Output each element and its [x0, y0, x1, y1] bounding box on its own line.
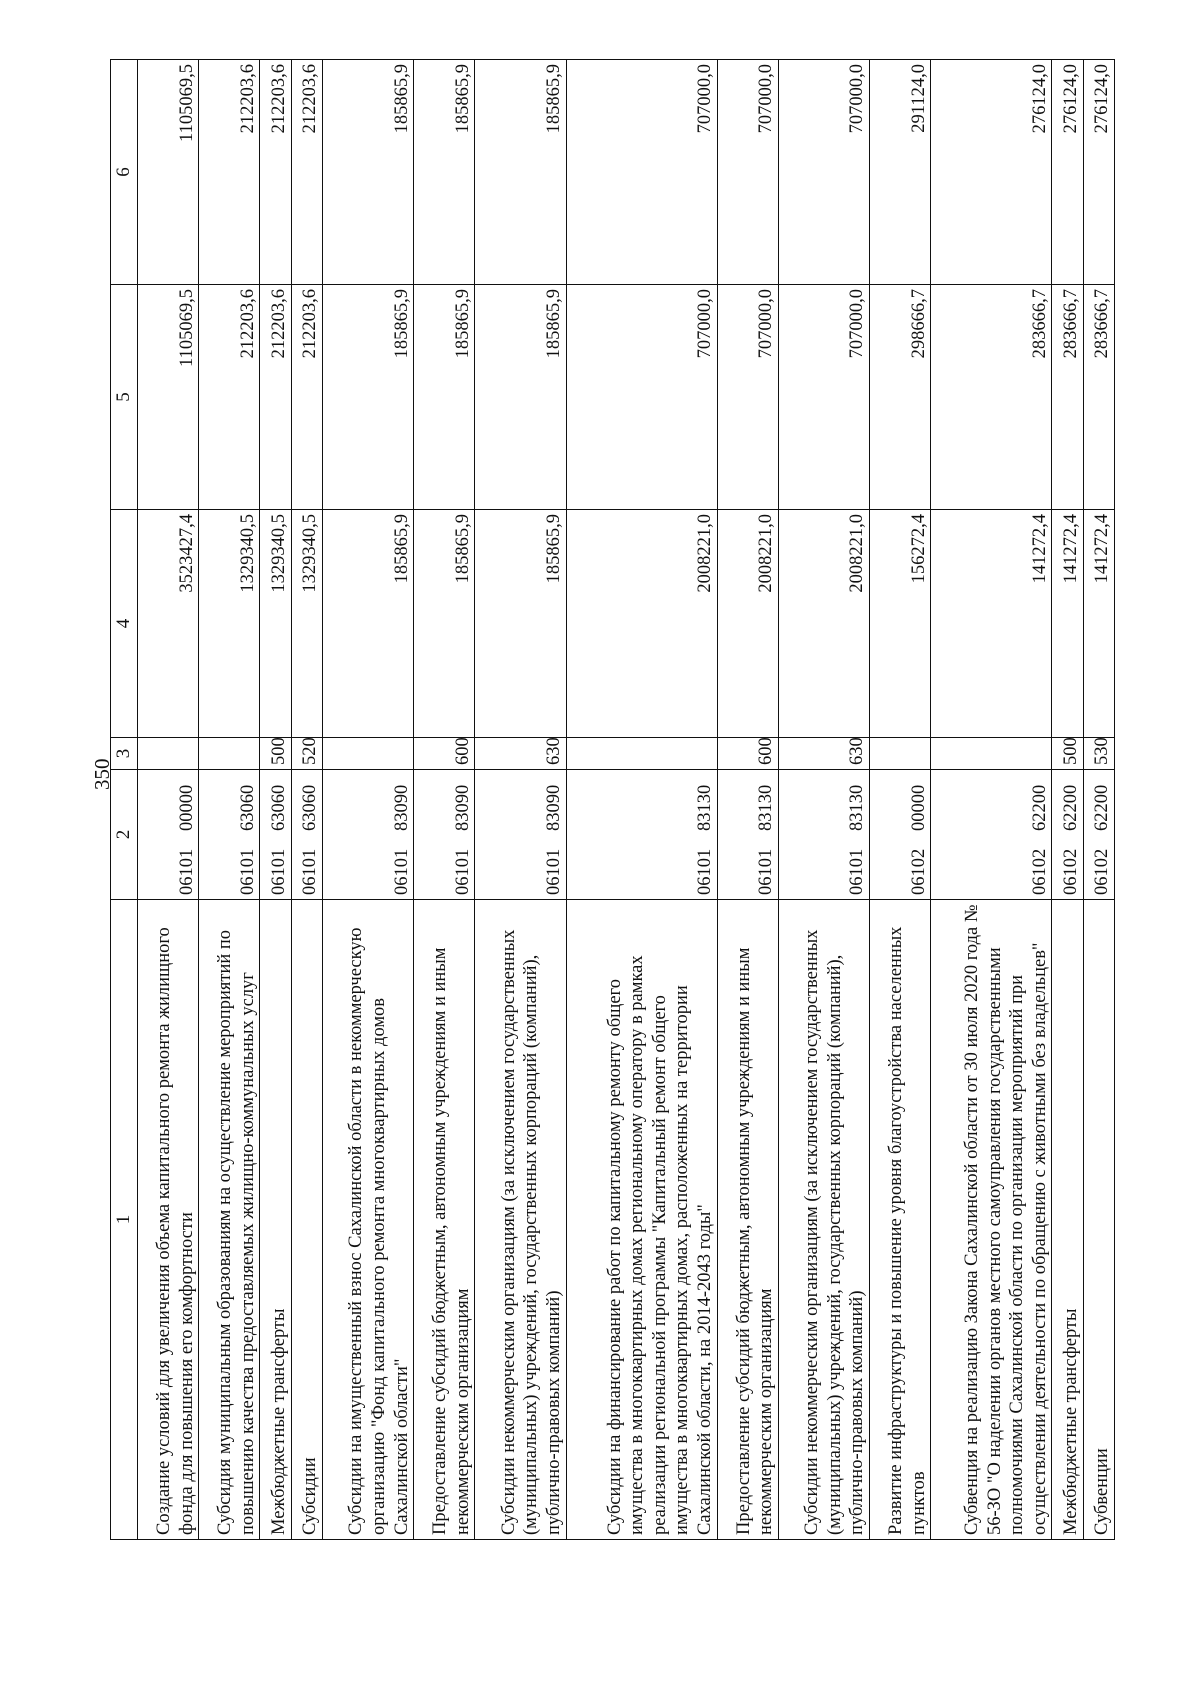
amount-col5: 283666,7 — [1083, 285, 1114, 510]
expense-type-code: 520 — [291, 738, 322, 770]
target-code — [1083, 770, 1114, 900]
table-row — [870, 60, 931, 1540]
table-row — [414, 60, 475, 1540]
amount-col6: 185865,9 — [475, 60, 566, 285]
expense-type-code — [931, 738, 1052, 770]
amount-col5: 212203,6 — [199, 285, 260, 510]
expense-type-code — [870, 738, 931, 770]
amount-col6: 276124,0 — [1052, 60, 1083, 285]
row-name: Создание условий для увеличения объема капитального ремонта жилищного фонда для повышения его комфортности — [138, 900, 199, 1540]
row-name: Межбюджетные трансферты — [260, 900, 291, 1540]
table-row — [566, 60, 717, 1540]
program-code: 06101 — [756, 848, 777, 895]
expense-type-code: 630 — [475, 738, 566, 770]
expense-type-code — [199, 738, 260, 770]
target-code — [260, 770, 291, 900]
program-code: 06101 — [452, 848, 473, 895]
amount-col6: 185865,9 — [322, 60, 413, 285]
direction-code: 62200 — [1092, 784, 1113, 831]
amount-col6: 185865,9 — [414, 60, 475, 285]
direction-code: 00000 — [176, 784, 197, 831]
direction-code: 83090 — [391, 784, 412, 831]
amount-col6: 276124,0 — [1083, 60, 1114, 285]
table-row — [475, 60, 566, 1540]
row-name: Субсидия муниципальным образованиям на осуществление мероприятий по повышению качества предоставляемых жилищно-коммунальных услуг — [199, 900, 260, 1540]
amount-col4: 185865,9 — [475, 510, 566, 738]
amount-col4: 1329340,5 — [199, 510, 260, 738]
row-name: Субсидии на финансирование работ по капитальному ремонту общего имущества в многоквартирных домах региональному оператору в рамках реализации региональной программы "Капитальный ремонт общего имущества в многоквартирных домах, расположенных на территории Сахалинской области, на 2014-2043 годы" — [566, 900, 717, 1540]
amount-col6: 1105069,5 — [138, 60, 199, 285]
amount-col5: 707000,0 — [566, 285, 717, 510]
program-code: 06101 — [695, 848, 716, 895]
amount-col4: 2008221,0 — [778, 510, 869, 738]
amount-col5: 185865,9 — [322, 285, 413, 510]
column-number-row — [111, 60, 138, 1540]
direction-code: 00000 — [908, 784, 929, 831]
program-code: 06102 — [1092, 848, 1113, 895]
amount-col4: 2008221,0 — [566, 510, 717, 738]
expense-type-code — [138, 738, 199, 770]
amount-col5: 707000,0 — [778, 285, 869, 510]
amount-col5: 283666,7 — [1052, 285, 1083, 510]
expense-type-code — [566, 738, 717, 770]
table-row — [1083, 60, 1114, 1540]
amount-col4: 1329340,5 — [291, 510, 322, 738]
amount-col6: 707000,0 — [566, 60, 717, 285]
amount-col6: 212203,6 — [260, 60, 291, 285]
target-code — [475, 770, 566, 900]
column-number: 2 — [111, 770, 138, 900]
expense-type-code — [322, 738, 413, 770]
amount-col6: 212203,6 — [291, 60, 322, 285]
direction-code: 63060 — [300, 784, 321, 831]
column-number: 3 — [111, 738, 138, 770]
column-number: 5 — [111, 285, 138, 510]
table-row — [931, 60, 1052, 1540]
direction-code: 83090 — [452, 784, 473, 831]
table-row — [199, 60, 260, 1540]
amount-col4: 185865,9 — [322, 510, 413, 738]
direction-code: 62200 — [1061, 784, 1082, 831]
target-code — [778, 770, 869, 900]
table-row — [778, 60, 869, 1540]
amount-col5: 707000,0 — [717, 285, 778, 510]
table-row — [291, 60, 322, 1540]
amount-col6: 707000,0 — [778, 60, 869, 285]
row-name: Субвенции — [1083, 900, 1114, 1540]
table-body — [111, 60, 1115, 1540]
amount-col5: 298666,7 — [870, 285, 931, 510]
expense-type-code: 600 — [414, 738, 475, 770]
amount-col4: 185865,9 — [414, 510, 475, 738]
direction-code: 83130 — [756, 784, 777, 831]
row-name: Предоставление субсидий бюджетным, автономным учреждениям и иным некоммерческим организациям — [414, 900, 475, 1540]
program-code: 06101 — [176, 848, 197, 895]
amount-col4: 156272,4 — [870, 510, 931, 738]
amount-col6: 707000,0 — [717, 60, 778, 285]
expense-type-code: 630 — [778, 738, 869, 770]
target-code — [322, 770, 413, 900]
direction-code: 62200 — [1029, 784, 1050, 831]
target-code — [138, 770, 199, 900]
row-name: Межбюджетные трансферты — [1052, 900, 1083, 1540]
target-code — [566, 770, 717, 900]
target-code — [931, 770, 1052, 900]
column-number: 6 — [111, 60, 138, 285]
table-row — [260, 60, 291, 1540]
amount-col5: 185865,9 — [475, 285, 566, 510]
amount-col5: 185865,9 — [414, 285, 475, 510]
amount-col6: 212203,6 — [199, 60, 260, 285]
direction-code: 83090 — [543, 784, 564, 831]
table-row — [322, 60, 413, 1540]
amount-col5: 283666,7 — [931, 285, 1052, 510]
row-name: Субсидии на имущественный взнос Сахалинской области в некоммерческую организацию "Фонд капитального ремонта многоквартирных домов Сахалинской области" — [322, 900, 413, 1540]
table-row — [138, 60, 199, 1540]
amount-col4: 141272,4 — [931, 510, 1052, 738]
row-name: Субсидии некоммерческим организациям (за исключением государственных (муниципальных) учреждений, государственных корпораций (компаний), публично-правовых компаний) — [778, 900, 869, 1540]
amount-col5: 212203,6 — [291, 285, 322, 510]
target-code — [414, 770, 475, 900]
target-code — [870, 770, 931, 900]
amount-col4: 141272,4 — [1052, 510, 1083, 738]
amount-col6: 276124,0 — [931, 60, 1052, 285]
amount-col5: 1105069,5 — [138, 285, 199, 510]
amount-col4: 141272,4 — [1083, 510, 1114, 738]
row-name: Субвенция на реализацию Закона Сахалинской области от 30 июля 2020 года № 56-ЗО "О наделении органов местного самоуправления государственными полномочиями Сахалинской области по организации мероприятий при осуществлении деятельности по обращению с животными без владельцев" — [931, 900, 1052, 1540]
row-name: Субсидии — [291, 900, 322, 1540]
column-number: 1 — [111, 900, 138, 1540]
amount-col4: 1329340,5 — [260, 510, 291, 738]
page-number: 350 — [90, 758, 114, 790]
target-code — [199, 770, 260, 900]
budget-table — [110, 59, 1115, 1540]
expense-type-code: 600 — [717, 738, 778, 770]
program-code: 06102 — [1061, 848, 1082, 895]
target-code — [1052, 770, 1083, 900]
expense-type-code: 500 — [260, 738, 291, 770]
program-code: 06101 — [543, 848, 564, 895]
amount-col4: 3523427,4 — [138, 510, 199, 738]
program-code: 06101 — [391, 848, 412, 895]
amount-col4: 2008221,0 — [717, 510, 778, 738]
program-code: 06101 — [847, 848, 868, 895]
row-name: Субсидии некоммерческим организациям (за исключением государственных (муниципальных) учреждений, государственных корпораций (компаний), публично-правовых компаний) — [475, 900, 566, 1540]
amount-col5: 212203,6 — [260, 285, 291, 510]
direction-code: 83130 — [695, 784, 716, 831]
row-name: Предоставление субсидий бюджетным, автономным учреждениям и иным некоммерческим организациям — [717, 900, 778, 1540]
program-code: 06101 — [300, 848, 321, 895]
program-code: 06101 — [269, 848, 290, 895]
program-code: 06102 — [908, 848, 929, 895]
rotated-table-container — [110, 60, 1115, 1540]
expense-type-code: 530 — [1083, 738, 1114, 770]
target-code — [717, 770, 778, 900]
table-row — [1052, 60, 1083, 1540]
table-row — [717, 60, 778, 1540]
direction-code: 63060 — [269, 784, 290, 831]
amount-col6: 291124,0 — [870, 60, 931, 285]
expense-type-code: 500 — [1052, 738, 1083, 770]
row-name: Развитие инфраструктуры и повышение уровня благоустройства населенных пунктов — [870, 900, 931, 1540]
program-code: 06101 — [237, 848, 258, 895]
direction-code: 83130 — [847, 784, 868, 831]
direction-code: 63060 — [237, 784, 258, 831]
column-number: 4 — [111, 510, 138, 738]
program-code: 06102 — [1029, 848, 1050, 895]
target-code — [291, 770, 322, 900]
